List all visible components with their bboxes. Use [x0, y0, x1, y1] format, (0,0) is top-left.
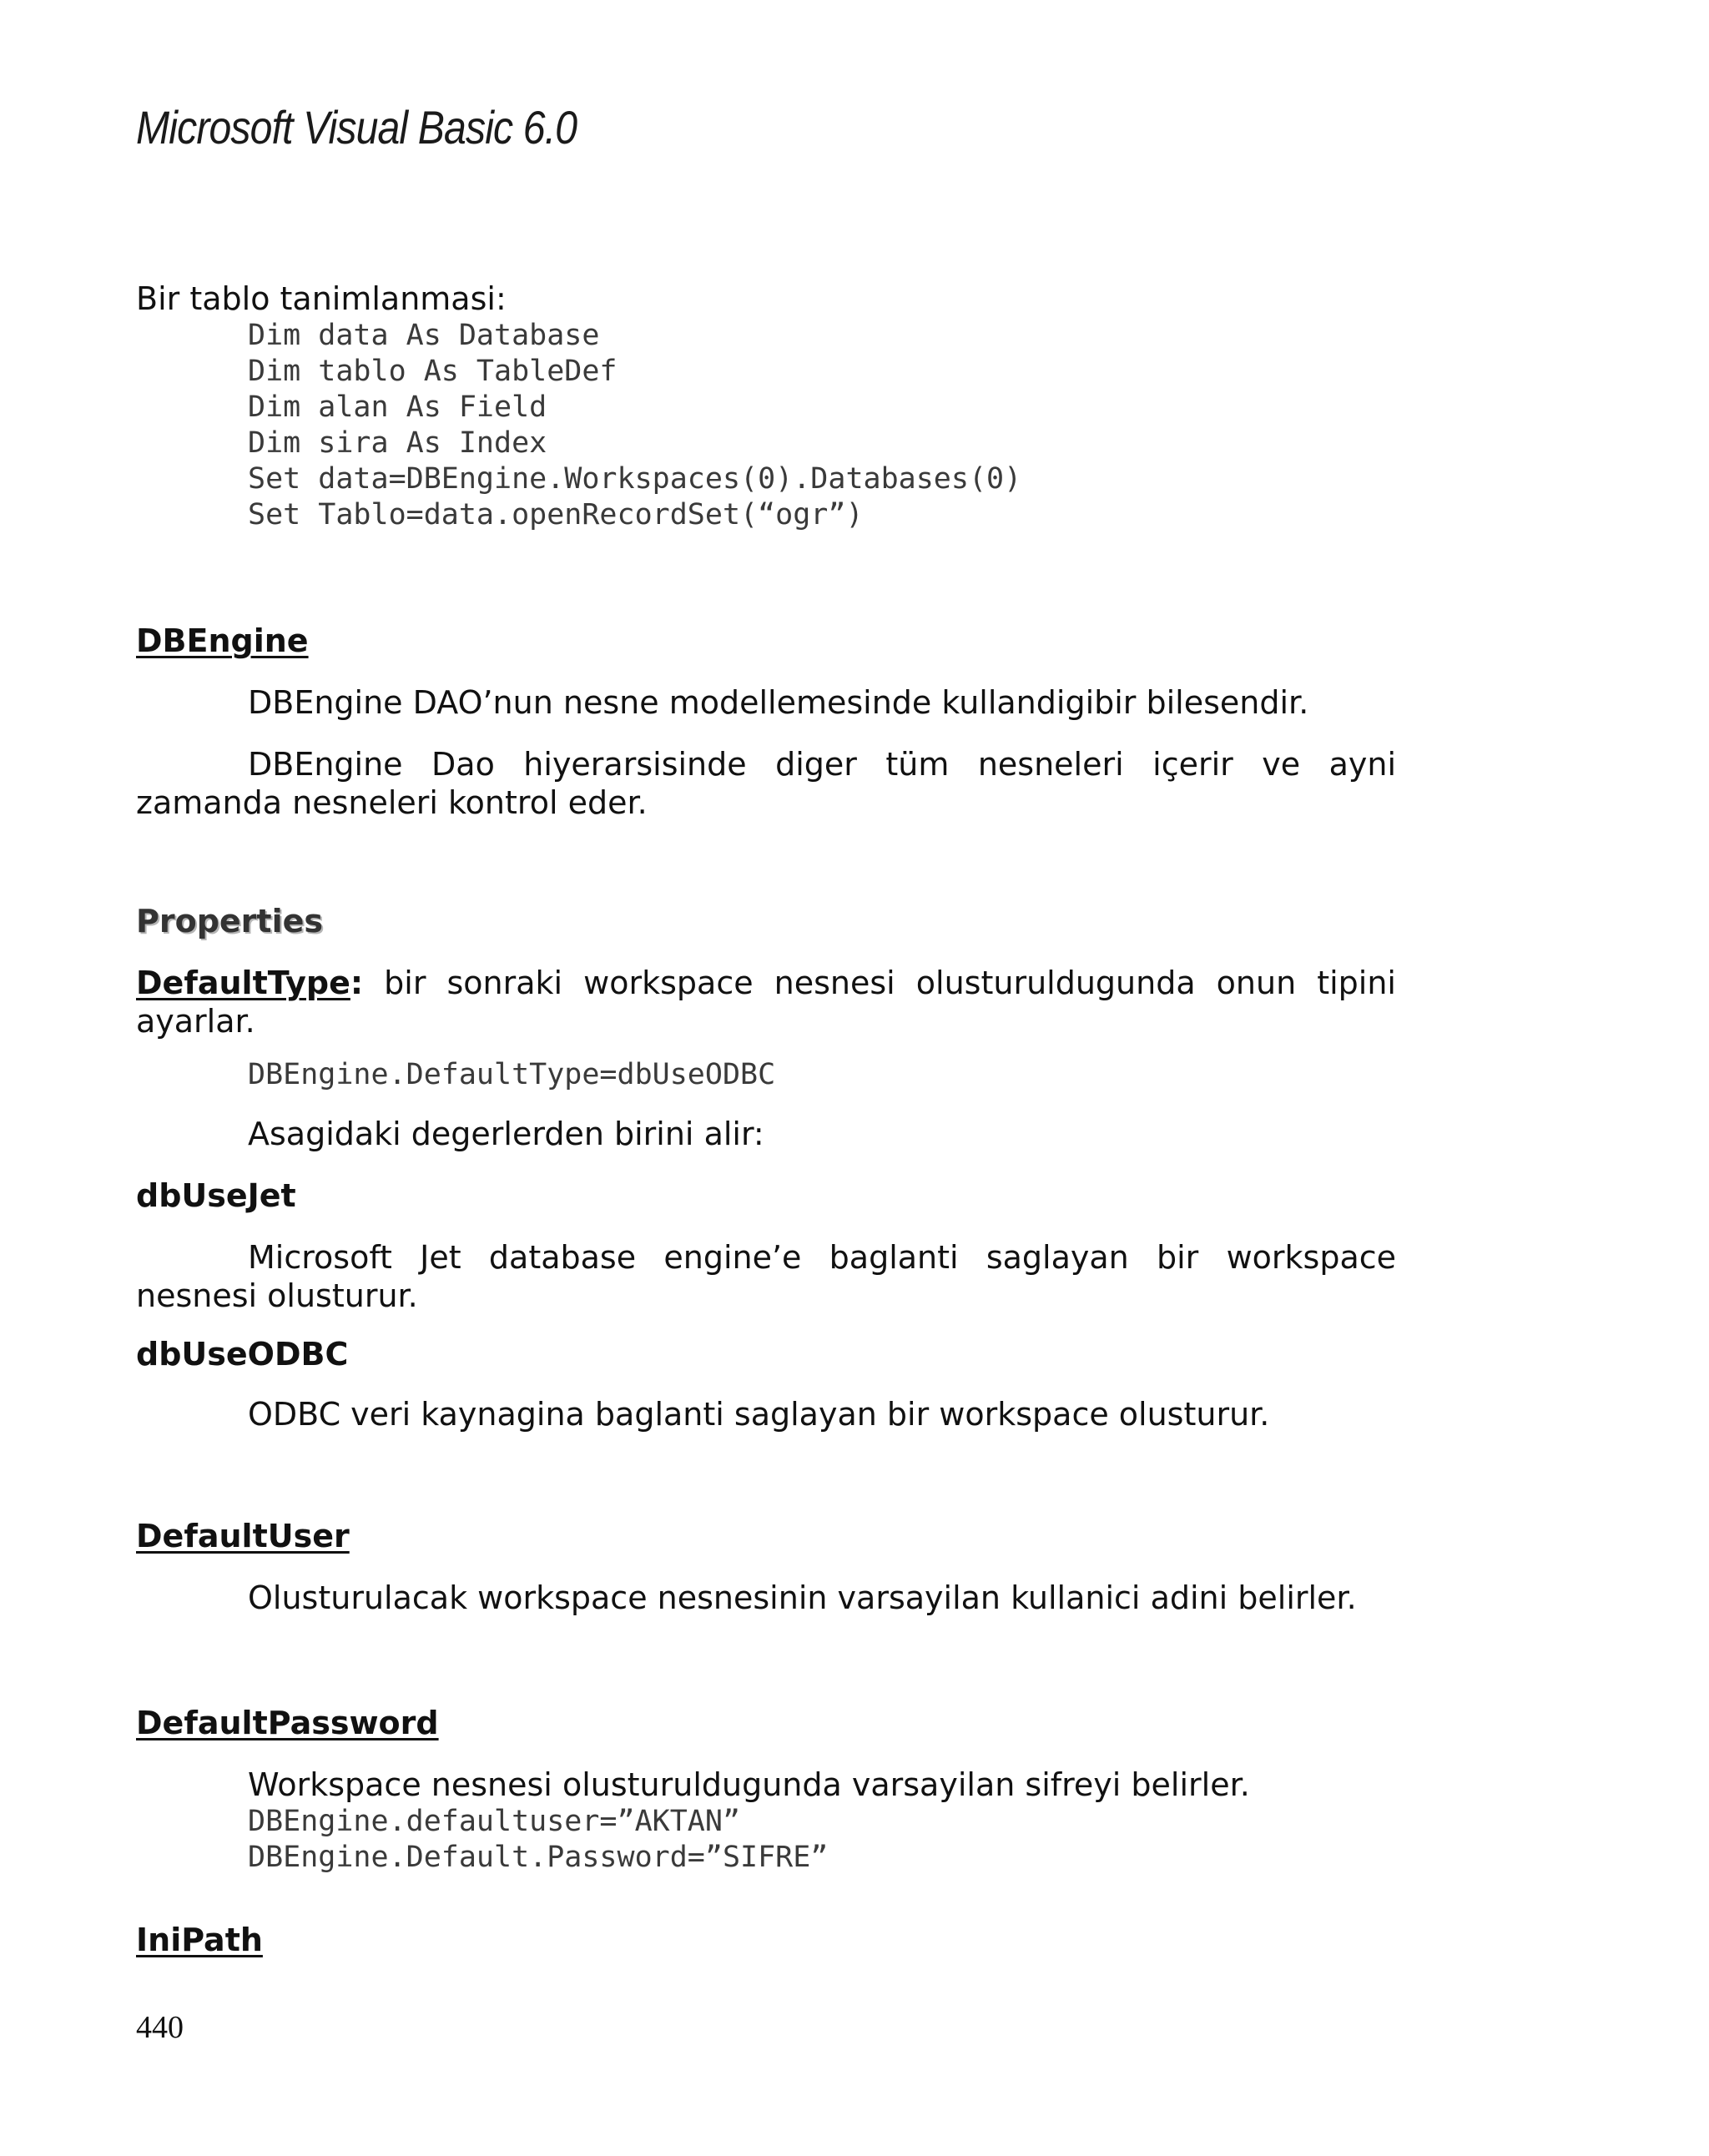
defaulttype-paragraph	[136, 964, 1396, 1040]
values-intro: Asagidaki degerlerden birini alir:	[248, 1116, 764, 1152]
code-line: DBEngine.defaultuser=”AKTAN”	[248, 1805, 741, 1838]
value-name-dbusejet: dbUseJet	[136, 1177, 296, 1214]
defaulttype-code: DBEngine.DefaultType=dbUseODBC	[248, 1058, 776, 1091]
code-line: DBEngine.Default.Password=”SIFRE”	[248, 1841, 829, 1874]
code-line: Dim sira As Index	[248, 426, 547, 460]
code-line: Dim alan As Field	[248, 390, 547, 424]
dbengine-paragraph-1: DBEngine DAO’nun nesne modellemesinde kullandigibir bilesendir.	[248, 684, 1309, 721]
value-desc-dbusejet: Microsoft Jet database engine’e baglanti saglayan bir workspace nesnesi olusturur.	[136, 1239, 1396, 1314]
code-line: Set data=DBEngine.Workspaces(0).Databases(0)	[248, 462, 1022, 496]
defaultpassword-code-block	[136, 1804, 1396, 1876]
defaulttype-description: bir sonraki workspace nesnesi olusturuldugunda onun tipini ayarlar.	[136, 965, 1396, 1040]
running-header-title: Microsoft Visual Basic 6.0	[136, 101, 577, 154]
value-name-dbuseodbc: dbUseODBC	[136, 1336, 349, 1373]
defaulttype-term: DefaultType	[136, 965, 350, 1001]
page-number: 440	[136, 2010, 184, 2045]
intro-label: Bir tablo tanimlanmasi:	[136, 280, 507, 317]
value-desc-dbuseodbc: ODBC veri kaynagina baglanti saglayan bir workspace olusturur.	[248, 1396, 1270, 1433]
dbengine-paragraph-2: DBEngine Dao hiyerarsisinde diger tüm nesneleri içerir ve ayni zamanda nesneleri kontrol eder.	[136, 746, 1396, 821]
code-line: Dim data As Database	[248, 319, 600, 352]
page-content	[136, 280, 1396, 1959]
intro-code-block	[136, 318, 1396, 533]
defaulttype-colon: :	[350, 965, 364, 1001]
defaultuser-description: Olusturulacak workspace nesnesinin varsayilan kullanici adini belirler.	[248, 1579, 1357, 1616]
properties-heading: Properties	[136, 903, 323, 939]
defaultpassword-description: Workspace nesnesi olusturuldugunda varsayilan sifreyi belirler.	[248, 1766, 1250, 1803]
defaultuser-heading: DefaultUser	[136, 1518, 350, 1554]
dbengine-heading: DBEngine	[136, 622, 309, 659]
code-line: Dim tablo As TableDef	[248, 355, 618, 388]
inipath-heading: IniPath	[136, 1922, 263, 1958]
code-line: Set Tablo=data.openRecordSet(“ogr”)	[248, 498, 864, 531]
defaultpassword-heading: DefaultPassword	[136, 1705, 439, 1741]
